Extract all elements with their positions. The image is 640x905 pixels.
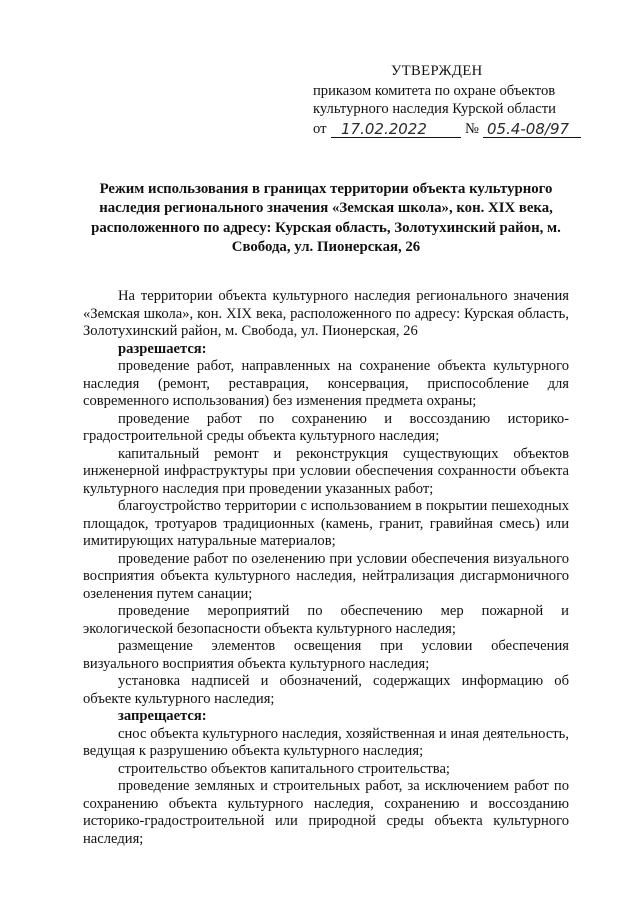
allowed-item: размещение элементов освещения при условии обеспечения визуального восприятия объекта культурного наследия;: [83, 638, 569, 672]
order-date: 17.02.2022: [341, 120, 427, 138]
order-line: [313, 118, 593, 140]
document-title: Режим использования в границах территории объекта культурного наследия регионального значения «Земская школа», кон. XIX века, расположенного по адресу: Курская область, Золотухинский район, м. Свобода, ул. Пионерская, 26: [91, 181, 561, 256]
approval-line-2: культурного наследия Курской области: [313, 101, 556, 117]
forbidden-item: строительство объектов капитального строительства;: [118, 760, 450, 777]
allowed-item: проведение работ, направленных на сохранение объекта культурного наследия (ремонт, реставрация, консервация, приспособление для современного использования) без изменения предмета охраны;: [83, 358, 569, 409]
forbidden-heading: запрещается:: [118, 708, 207, 724]
allowed-heading: разрешается:: [118, 340, 207, 357]
approval-heading: УТВЕРЖДЕН: [391, 63, 483, 79]
intro-paragraph: На территории объекта культурного наследия регионального значения «Земская школа», кон. XIX века, расположенного по адресу: Курская область, Золотухинский район, м. Свобода, ул. Пионерская, 26: [83, 288, 569, 339]
order-number: 05.4-08/97: [487, 120, 570, 138]
forbidden-item: снос объекта культурного наследия, хозяйственная и иная деятельность, ведущая к разрушению объекта культурного наследия;: [83, 725, 569, 759]
approval-block: [313, 62, 593, 140]
forbidden-item: проведение земляных и строительных работ, за исключением работ по сохранению объекта культурного наследия, сохранению и воссозданию историко-градостроительной или природной среды объекта культурного наследия;: [83, 778, 569, 847]
allowed-item: проведение мероприятий по обеспечению мер пожарной и экологической безопасности объекта культурного наследия;: [83, 603, 569, 637]
approval-line-1: приказом комитета по охране объектов: [313, 83, 556, 99]
allowed-item: проведение работ по озеленению при условии обеспечения визуального восприятия объекта культурного наследия, нейтрализация дисгармоничного озеленения путем санации;: [83, 550, 569, 602]
allowed-item: установка надписей и обозначений, содержащих информацию об объекте культурного наследия;: [83, 673, 569, 707]
allowed-item: благоустройство территории с использованием в покрытии пешеходных площадок, тротуаров традиционных (камень, гранит, гравийная смесь) или имитирующих натуральные материалов;: [83, 498, 569, 549]
number-label: №: [465, 121, 479, 137]
allowed-item: проведение работ по сохранению и воссозданию историко-градостроительной среды объекта культурного наследия;: [83, 410, 569, 444]
document-body: [83, 288, 569, 848]
from-label: от: [313, 121, 327, 137]
allowed-item: капитальный ремонт и реконструкция существующих объектов инженерной инфраструктуры при условии обеспечения сохранности объекта культурного наследия при проведении указанных работ;: [83, 445, 569, 497]
